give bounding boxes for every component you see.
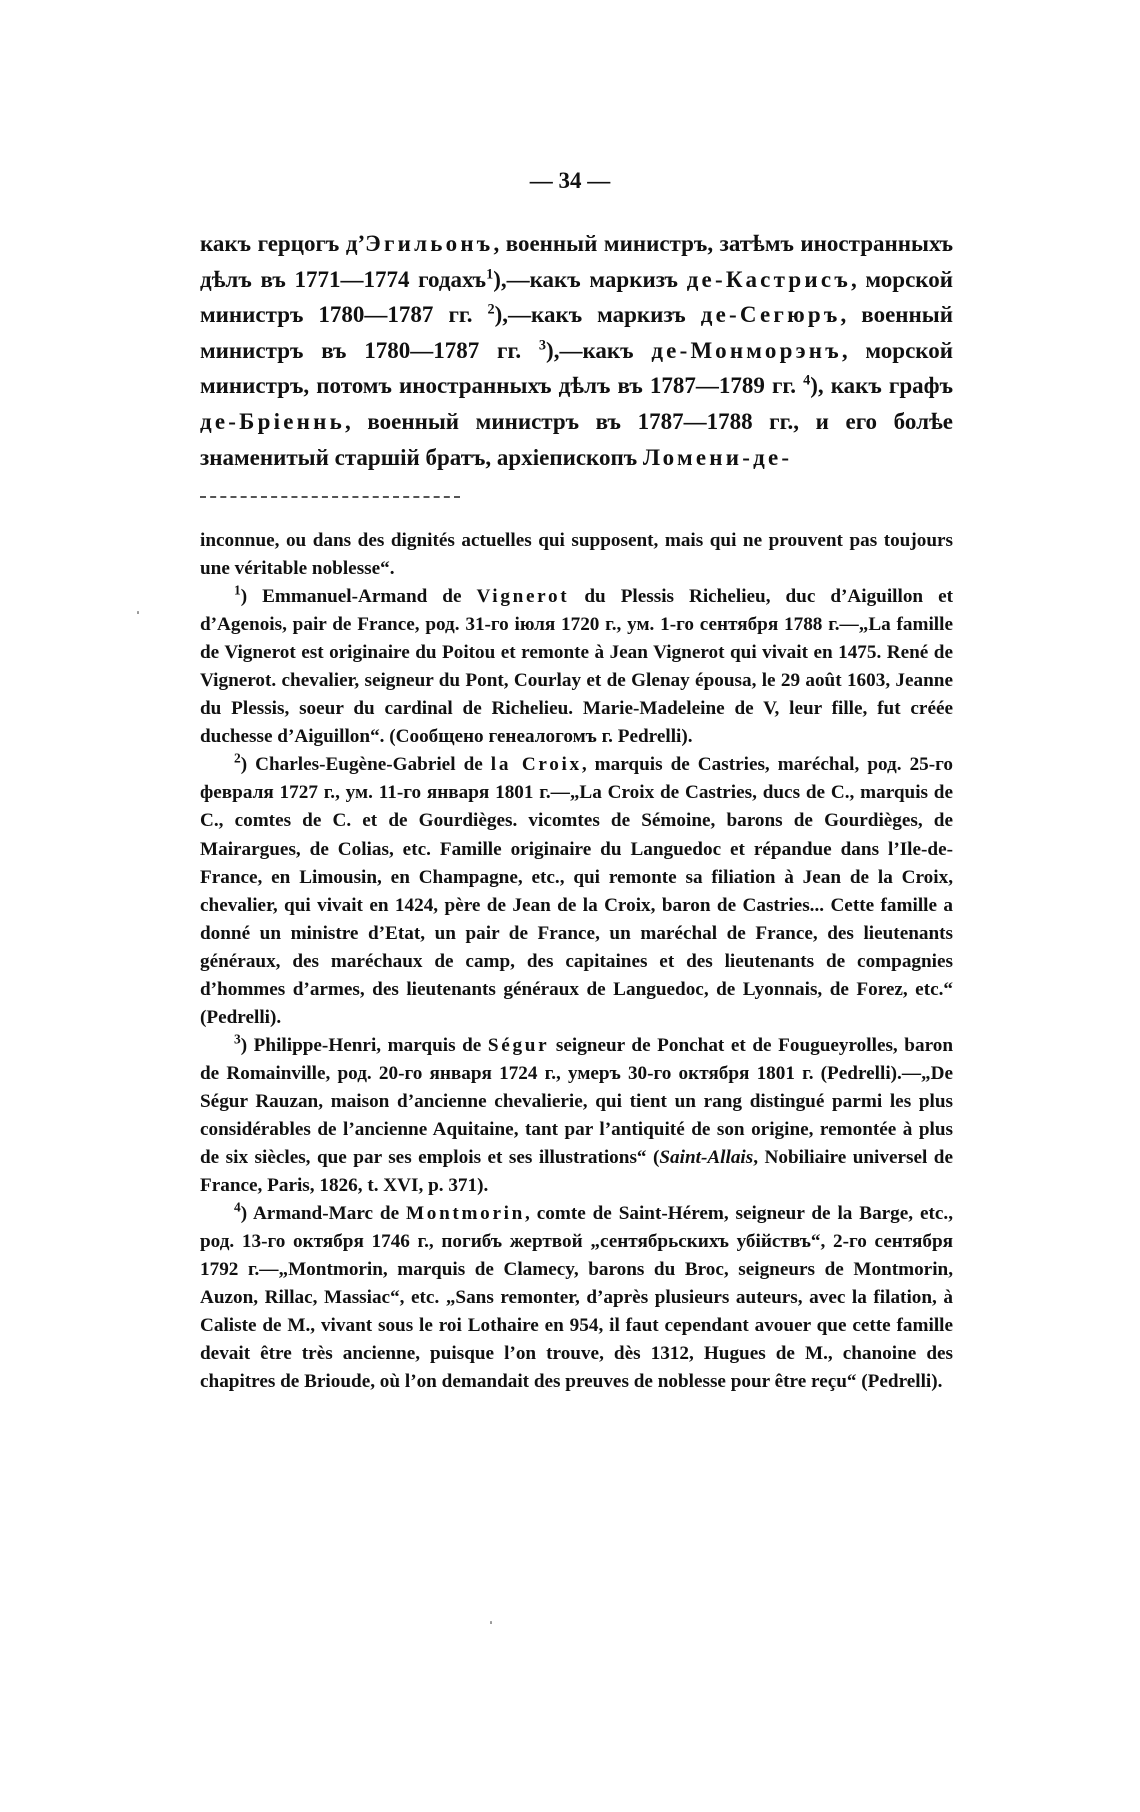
person-name: де-Кастрисъ <box>686 266 851 292</box>
person-name: де-Бріеннь <box>200 408 345 434</box>
person-name: Montmorin <box>405 1203 526 1225</box>
text-run: , comte de Saint-Hérem, seigneur de la Barge, etc., род. 13-го октября 1746 г., погибъ жертвой „сентябрьскихъ убійствъ“, 2-го сентября 1792 г.—„Montmorin, marquis de Clamecy, barons du Broc, seigneurs de Montmorin, Auzon, Rillac, Massiac“, etc. „Sans remonter, d’après plusieurs auteurs, avec la filation, à Caliste de M., vivant sous le roi Lothaire en 954, il faut cependant avouer que cette famille devait être très ancienne, puisque l’on trouve, dès 1312, Hugues de M., chanoine des chapitres de Brioude, où l’on demandait des preuves de noblesse pour être reçu“ (Pedrelli). <box>200 1203 953 1393</box>
footnote-4 <box>200 1200 953 1396</box>
text-run: du Plessis Richelieu, duc d’Aiguillon et d’Agenois, pair de France, род. 31-го іюля 1720 г., ум. 1-го сентября 1788 г.—„La famille de Vignerot est originaire du Poitou et remonte à Jean Vignerot qui vivait en 1475. René de Vignerot. chevalier, seigneur du Pont, Courlay et de Glenay épousa, le 29 août 1603, Jeanne du Plessis, soeur du cardinal de Richelieu. Marie-Madeleine de V, leur fille, fut créée duchesse d’Aiguillon“. (Сообщено генеалогомъ г. Pedrelli). <box>200 586 953 748</box>
footnote-mark: 2 <box>234 750 241 766</box>
margin-tick: ˌ <box>488 1604 494 1624</box>
text-run: ) Emmanuel-Armand de <box>240 586 477 608</box>
margin-tick: ˌ <box>135 594 141 614</box>
text-run: , военный министръ въ 1780—1787 гг. <box>200 302 953 363</box>
person-name: Ломени-де- <box>642 444 793 470</box>
page-number: — 34 — <box>529 168 611 193</box>
footnote-mark: 1 <box>234 582 241 598</box>
person-name: де-Сегюръ <box>700 302 841 328</box>
person-name: la Croix <box>490 754 582 776</box>
text-run: ) Armand-Marc de <box>240 1203 406 1225</box>
footnote-ref-1: 1 <box>486 265 494 282</box>
footnote-2 <box>200 751 953 1031</box>
text-run: , Nobiliaire universel de France, Paris, 1826, t. XVI, p. 371). <box>200 1147 953 1197</box>
footnote-3 <box>200 1032 953 1200</box>
footnote-continuation: inconnue, ou dans des dignités actuelles qui supposent, mais qui ne prouvent pas toujours une véritable noblesse“. <box>200 530 953 580</box>
person-name: Эгильонъ <box>365 231 494 256</box>
text-run: , военный министръ въ 1787—1788 гг., и его болѣе знаменитый старшій братъ, архіепископъ <box>200 408 953 470</box>
person-name: Vignerot <box>476 586 570 608</box>
footnote-ref-4: 4 <box>803 372 811 389</box>
text-run: ), какъ графъ <box>810 373 953 399</box>
footnote-mark: 3 <box>234 1031 241 1047</box>
text-run: ),—какъ маркизъ <box>493 266 687 292</box>
text-run: , морской министръ 1780—1787 гг. <box>200 266 953 328</box>
footnote-ref-2: 2 <box>487 301 495 318</box>
footnotes <box>200 527 953 1396</box>
text-run: ),—какъ <box>546 337 652 363</box>
text-run: какъ герцогъ д’ <box>200 231 366 256</box>
person-name: де-Монморэнъ <box>651 337 842 363</box>
text-run: ) Philippe-Henri, marquis de <box>240 1034 488 1056</box>
footnote-ref-3: 3 <box>538 337 547 354</box>
text-run: ),—какъ маркизъ <box>494 302 701 328</box>
main-text <box>200 226 953 475</box>
footnote-1 <box>200 583 953 751</box>
person-name: Ségur <box>487 1034 550 1056</box>
text-run: , морской министръ, потомъ иностранныхъ дѣлъ въ 1787—1789 гг. <box>200 337 953 399</box>
footnote-mark: 4 <box>234 1199 241 1215</box>
text-run: seigneur de Ponchat et de Fougueyrolles, baron de Romainville, род. 20-го января 1724 г., умеръ 30-го октября 1801 г. (Pedrelli).—„De Ségur Rauzan, maison d’ancienne chevalierie, qui tient un rang distingué parmi les plus considérables de l’ancienne Aquitaine, tant par l’antiquité de son origine, remontée à plus de six siècles, que par ses emplois et ses illustrations“ ( <box>200 1034 953 1169</box>
main-paragraph <box>200 226 953 475</box>
footnote-separator <box>200 496 460 500</box>
text-run: , marquis de Castries, maréchal, род. 25-го февраля 1727 г., ум. 11-го января 1801 г.—„La Croix de Castries, ducs de C., marquis de C., comtes de C. et de Gourdièges. vicomtes de Sémoine, barons de Gourdièges, de Mairargues, de Colias, etc. Famille originaire du Languedoc et répandue dans l’Ile-de-France, en Limousin, en Champagne, etc., qui remonte sa filiation à Jean de la Croix, chevalier, qui vivait en 1424, père de Jean de la Croix, baron de Castries... Cette famille a donné un ministre d’Etat, un pair de France, un maréchal de France, des lieutenants généraux, des maréchaux de camp, des capitaines et des lieutenants de compagnies d’hommes d’armes, des lieutenants généraux de Languedoc, de Lyonnais, de Forez, etc.“ (Pedrelli). <box>200 754 953 1028</box>
text-run: ) Charles-Eugène-Gabriel de <box>240 754 491 776</box>
source-title: Saint-Allais <box>659 1147 754 1169</box>
text-run: , военный министръ, затѣмъ иностранныхъ дѣлъ въ 1771—1774 годахъ <box>200 231 953 292</box>
